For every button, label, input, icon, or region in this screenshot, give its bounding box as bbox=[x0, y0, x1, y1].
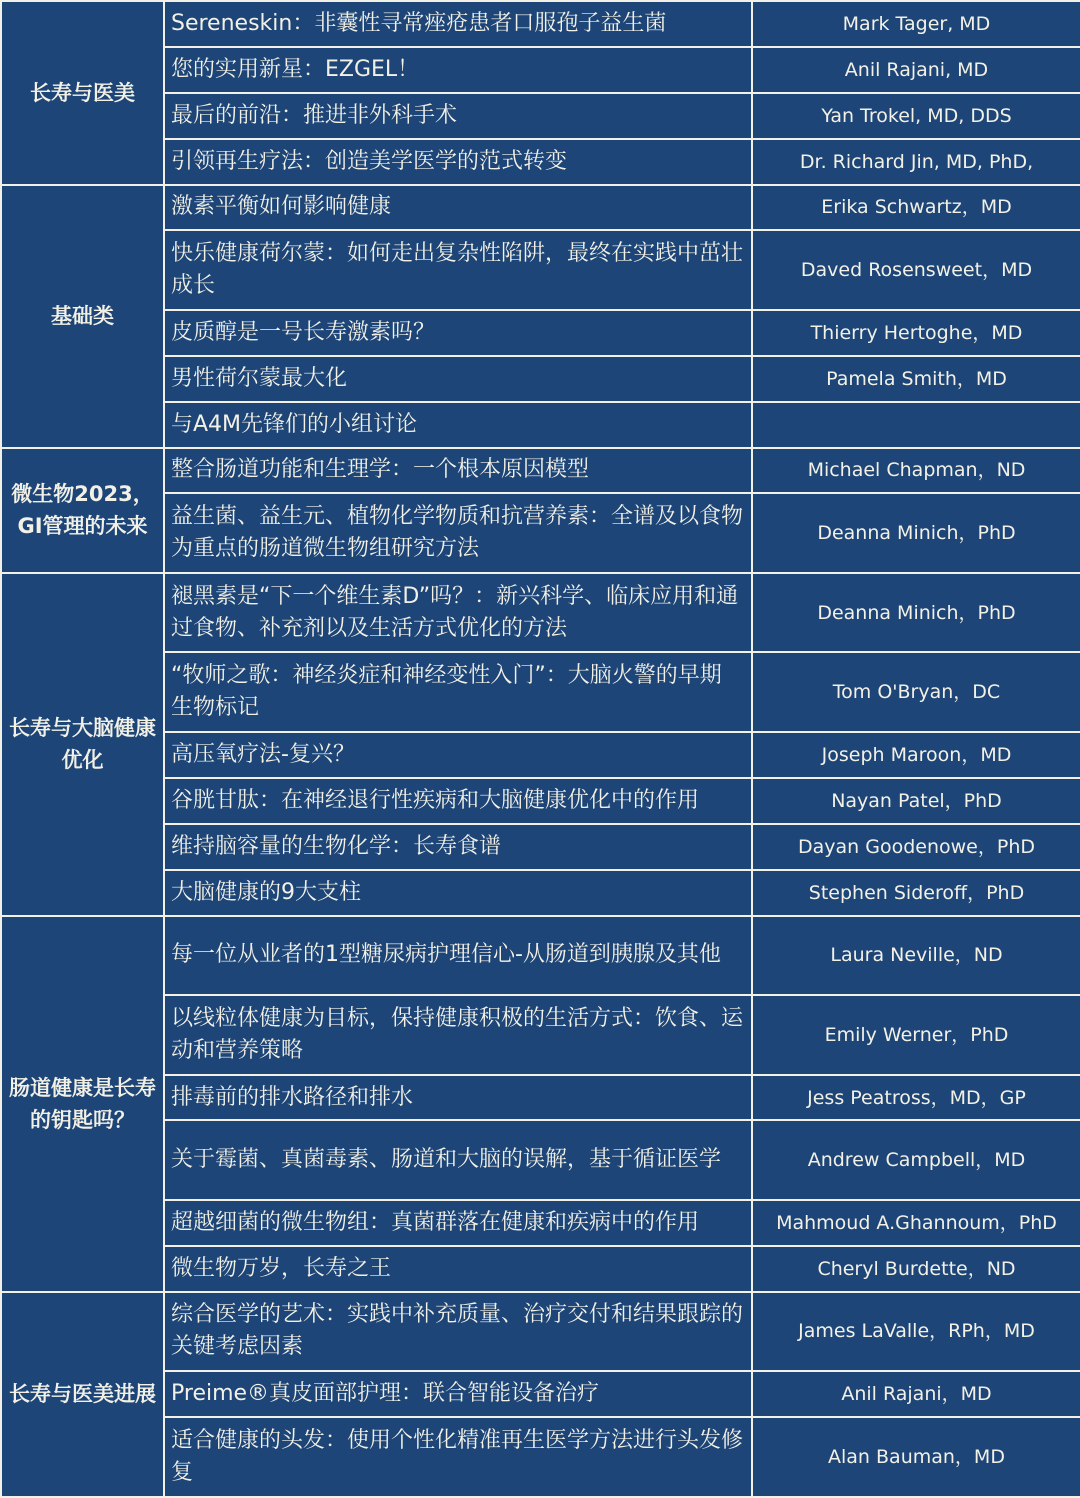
speaker-name: Pamela Smith，MD bbox=[752, 356, 1080, 402]
speaker-name: Yan Trokel, MD, DDS bbox=[752, 93, 1080, 139]
speaker-name: Thierry Hertoghe，MD bbox=[752, 310, 1080, 356]
session-title: “牧师之歌：神经炎症和神经变性入门”：大脑火警的早期生物标记 bbox=[164, 652, 752, 732]
session-title: 引领再生疗法：创造美学医学的范式转变 bbox=[164, 139, 752, 185]
section-label: 长寿与大脑健康优化 bbox=[1, 573, 164, 916]
speaker-name: Anil Rajani, MD bbox=[752, 47, 1080, 93]
session-title: 整合肠道功能和生理学：一个根本原因模型 bbox=[164, 448, 752, 494]
session-title: 益生菌、益生元、植物化学物质和抗营养素：全谱及以食物为重点的肠道微生物组研究方法 bbox=[164, 493, 752, 573]
session-title: 适合健康的头发：使用个性化精准再生医学方法进行头发修复 bbox=[164, 1417, 752, 1497]
session-title: 综合医学的艺术：实践中补充质量、治疗交付和结果跟踪的关键考虑因素 bbox=[164, 1292, 752, 1372]
speaker-name: Joseph Maroon，MD bbox=[752, 732, 1080, 778]
session-title: 微生物万岁，长寿之王 bbox=[164, 1246, 752, 1292]
table-row bbox=[1, 185, 1080, 231]
speaker-name: Daved Rosensweet，MD bbox=[752, 230, 1080, 310]
session-title: 维持脑容量的生物化学：长寿食谱 bbox=[164, 824, 752, 870]
speaker-name: Jess Peatross，MD，GP bbox=[752, 1075, 1080, 1121]
session-title: 以线粒体健康为目标，保持健康积极的生活方式：饮食、运动和营养策略 bbox=[164, 995, 752, 1075]
speaker-name: Dr. Richard Jin, MD, PhD, bbox=[752, 139, 1080, 185]
speaker-name: Anil Rajani，MD bbox=[752, 1371, 1080, 1417]
section-label: 肠道健康是长寿的钥匙吗？ bbox=[1, 916, 164, 1292]
speaker-name: Alan Bauman，MD bbox=[752, 1417, 1080, 1497]
session-title: Sereneskin：非囊性寻常痤疮患者口服孢子益生菌 bbox=[164, 1, 752, 47]
session-title: 您的实用新星：EZGEL！ bbox=[164, 47, 752, 93]
speaker-name: Laura Neville，ND bbox=[752, 916, 1080, 996]
session-title: 快乐健康荷尔蒙：如何走出复杂性陷阱，最终在实践中茁壮成长 bbox=[164, 230, 752, 310]
session-title: 每一位从业者的1型糖尿病护理信心-从肠道到胰腺及其他 bbox=[164, 916, 752, 996]
section-label: 微生物2023，GI管理的未来 bbox=[1, 448, 164, 573]
section-label: 长寿与医美进展 bbox=[1, 1292, 164, 1497]
speaker-name: Andrew Campbell，MD bbox=[752, 1120, 1080, 1200]
session-title: 激素平衡如何影响健康 bbox=[164, 185, 752, 231]
speaker-name bbox=[752, 402, 1080, 448]
speaker-name: Mark Tager, MD bbox=[752, 1, 1080, 47]
speaker-name: Deanna Minich，PhD bbox=[752, 493, 1080, 573]
session-title: 男性荷尔蒙最大化 bbox=[164, 356, 752, 402]
table-row bbox=[1, 448, 1080, 494]
speaker-name: Mahmoud A.Ghannoum，PhD bbox=[752, 1200, 1080, 1246]
session-title: 皮质醇是一号长寿激素吗？ bbox=[164, 310, 752, 356]
speaker-name: Deanna Minich，PhD bbox=[752, 573, 1080, 653]
speaker-name: Cheryl Burdette，ND bbox=[752, 1246, 1080, 1292]
session-title: 超越细菌的微生物组：真菌群落在健康和疾病中的作用 bbox=[164, 1200, 752, 1246]
section-label: 基础类 bbox=[1, 185, 164, 448]
session-title: 关于霉菌、真菌毒素、肠道和大脑的误解，基于循证医学 bbox=[164, 1120, 752, 1200]
speaker-name: Michael Chapman，ND bbox=[752, 448, 1080, 494]
session-title: 与A4M先锋们的小组讨论 bbox=[164, 402, 752, 448]
session-title: 高压氧疗法-复兴？ bbox=[164, 732, 752, 778]
table-row bbox=[1, 1, 1080, 47]
table-row bbox=[1, 916, 1080, 996]
speaker-name: Nayan Patel，PhD bbox=[752, 778, 1080, 824]
speaker-name: Emily Werner，PhD bbox=[752, 995, 1080, 1075]
speaker-name: Dayan Goodenowe，PhD bbox=[752, 824, 1080, 870]
session-title: 大脑健康的9大支柱 bbox=[164, 870, 752, 916]
speaker-name: Tom O'Bryan，DC bbox=[752, 652, 1080, 732]
session-title: 最后的前沿：推进非外科手术 bbox=[164, 93, 752, 139]
speaker-name: Erika Schwartz，MD bbox=[752, 185, 1080, 231]
session-title: Preime®真皮面部护理：联合智能设备治疗 bbox=[164, 1371, 752, 1417]
table-row bbox=[1, 1292, 1080, 1372]
table-row bbox=[1, 573, 1080, 653]
section-label: 长寿与医美 bbox=[1, 1, 164, 185]
session-title: 褪黑素是“下一个维生素D”吗？：新兴科学、临床应用和通过食物、补充剂以及生活方式优化的方法 bbox=[164, 573, 752, 653]
speaker-name: Stephen Sideroff，PhD bbox=[752, 870, 1080, 916]
speaker-name: James LaValle，RPh，MD bbox=[752, 1292, 1080, 1372]
session-title: 谷胱甘肽：在神经退行性疾病和大脑健康优化中的作用 bbox=[164, 778, 752, 824]
session-title: 排毒前的排水路径和排水 bbox=[164, 1075, 752, 1121]
